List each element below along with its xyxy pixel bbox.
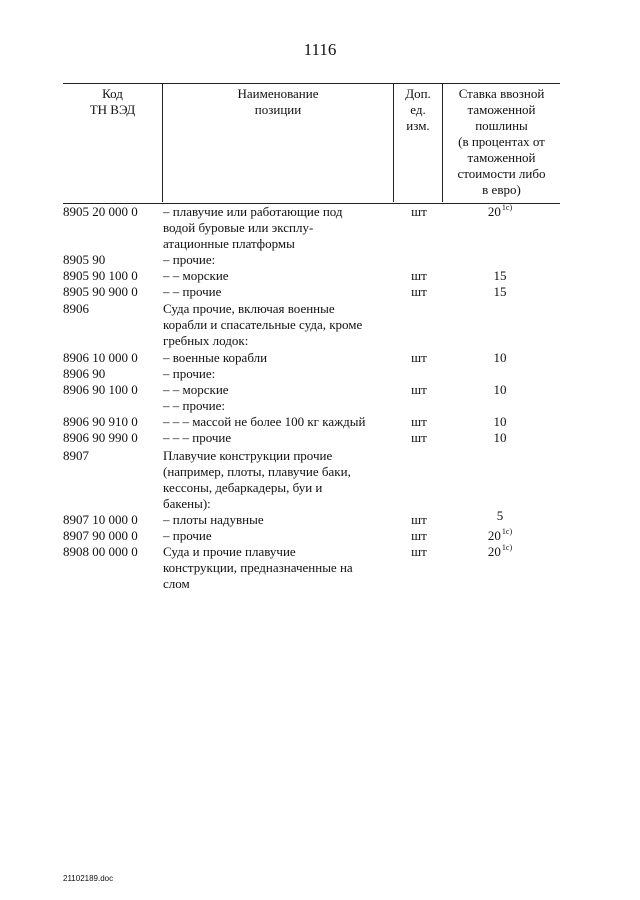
item-description: – – – массой не более 100 кг каждый	[163, 414, 366, 429]
item-description: – военные корабли	[163, 350, 268, 365]
item-description: – прочие	[163, 528, 212, 543]
unit: шт	[411, 268, 427, 283]
header-name: Наименование позиции	[237, 86, 319, 117]
tariff-code: 8908 00 000 0	[63, 544, 138, 559]
duty-rate: 15	[493, 268, 507, 283]
unit: шт	[411, 284, 427, 299]
item-description: – – прочие:	[163, 398, 225, 413]
tariff-code: 8905 90 900 0	[63, 284, 138, 299]
tariff-code: 8905 20 000 0	[63, 204, 138, 219]
item-description: – плоты надувные	[163, 512, 264, 527]
duty-rate: 10	[493, 430, 507, 445]
duty-rate: 10	[493, 414, 507, 429]
tariff-code: 8905 90 100 0	[63, 268, 138, 283]
duty-rate: 10	[493, 382, 507, 397]
header-code: Код ТН ВЭД	[89, 86, 136, 117]
duty-rate: 5	[496, 508, 504, 523]
footnote-mark: 1с)	[501, 543, 513, 552]
item-description: Суда прочие, включая военные корабли и спасательные суда, кроме гребных лодок:	[163, 301, 363, 348]
footnote-mark: 1с)	[501, 527, 513, 536]
tariff-code: 8907	[63, 448, 89, 463]
item-description: – – морские	[163, 382, 229, 397]
unit: шт	[411, 204, 427, 219]
item-description: – прочие:	[163, 252, 216, 267]
duty-rate: 10	[493, 350, 507, 365]
tariff-code: 8906 90 910 0	[63, 414, 138, 429]
item-description: – – – прочие	[163, 430, 232, 445]
tariff-code: 8906	[63, 301, 89, 316]
duty-rate: 15	[493, 284, 507, 299]
unit: шт	[411, 430, 427, 445]
tariff-code: 8906 90 990 0	[63, 430, 138, 445]
unit: шт	[411, 512, 427, 527]
duty-rate: 20$^{1с)}$	[487, 543, 513, 559]
item-description: Суда и прочие плавучие конструкции, предназначенные на слом	[163, 544, 353, 591]
item-description: – плавучие или работающие под водой буровые или эксплу- атационные платформы	[163, 204, 343, 251]
document-filename: 21102189.doc	[63, 874, 114, 883]
page-number: 1116	[303, 40, 337, 59]
tariff-code: 8905 90	[63, 252, 106, 267]
tariff-code: 8907 10 000 0	[63, 512, 138, 527]
duty-rate: 20$^{1с)}$	[487, 527, 513, 543]
item-description: – прочие:	[163, 366, 216, 381]
unit: шт	[411, 544, 427, 559]
item-description: – – морские	[163, 268, 229, 283]
tariff-code: 8906 90	[63, 366, 106, 381]
unit: шт	[411, 528, 427, 543]
header-rate: Ставка ввозной таможенной пошлины (в процентах от таможенной стоимости либо в евро)	[457, 86, 546, 197]
item-description: – – прочие	[163, 284, 222, 299]
footnote-mark: 1с)	[501, 203, 513, 212]
unit: шт	[411, 350, 427, 365]
table-top-rule	[63, 83, 560, 84]
tariff-code: 8907 90 000 0	[63, 528, 138, 543]
tariff-code: 8906 10 000 0	[63, 350, 138, 365]
header-unit: Доп. ед. изм.	[405, 86, 431, 133]
duty-rate: 20$^{1с)}$	[487, 203, 513, 219]
tariff-code: 8906 90 100 0	[63, 382, 138, 397]
unit: шт	[411, 414, 427, 429]
item-description: Плавучие конструкции прочие (например, плоты, плавучие баки, кессоны, дебаркадеры, буи и бакены):	[163, 448, 351, 511]
unit: шт	[411, 382, 427, 397]
